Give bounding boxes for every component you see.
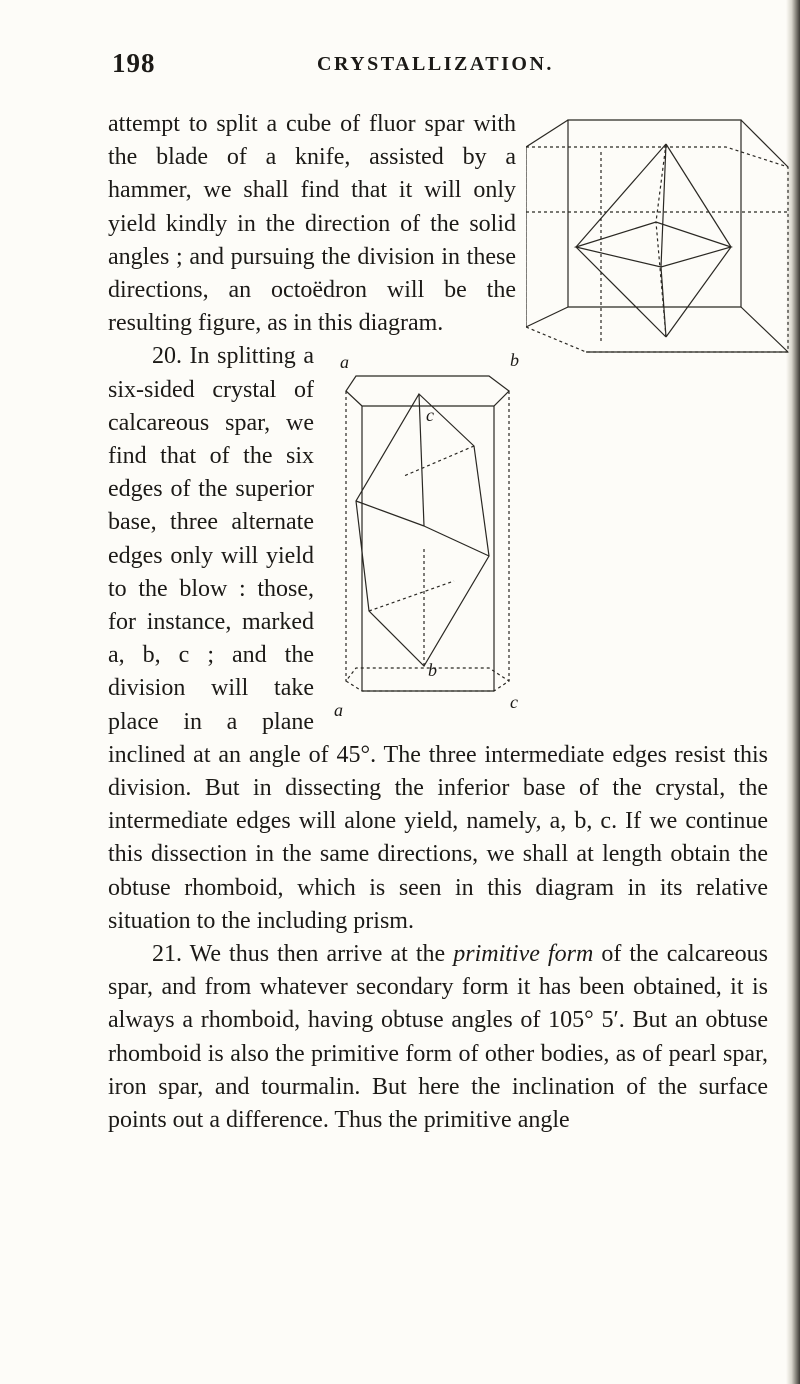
octoedron-in-cube-svg (526, 112, 796, 374)
page-header (112, 48, 752, 82)
label-top-b: b (510, 350, 519, 371)
label-bottom-a: a (334, 700, 343, 719)
paragraph-19-continued: attempt to split a cube of fluor spar with the blade of a knife, assisted by a hammer, we shall find that it will only yield kindly in the direction of the solid angles ; and pursuing the division in these directions, an octoëdron will be the resulting figure, as in this diagram. (108, 111, 516, 337)
paragraph-21-start: 21. We thus then arrive at the (152, 941, 454, 968)
paragraph-20: 20. In splitting a six-sided crystal of calcareous spar, we find that of the six edges of the superior base, three alternate edges only will yield to the blow : those, for instance, marked a, b, c ; and the division will take place in a plane inclined at an angle of 45°. The three intermediate edges resist this division. But in dissecting the inferior base of the crystal, the intermediate edges will alone yield, namely, a, b, c. If we continue this dissection in the same directions, we shall at length obtain the obtuse rhomboid, which is seen in this diagram in its relative situation to the including prism. (108, 343, 768, 934)
paragraph-21 (108, 938, 768, 1137)
rhomboid-outline (356, 394, 489, 666)
page-number: 198 (112, 48, 156, 78)
label-top-c: c (426, 405, 434, 426)
cube-front-face (526, 147, 788, 352)
rhomboid-in-prism-svg (324, 346, 524, 718)
paragraph-21-emphasis: primitive form (453, 941, 594, 968)
octahedron-equator (576, 222, 731, 267)
octoedron-in-cube-diagram (526, 112, 796, 374)
paragraph-21-end: of the calcareous spar, and from whatever secondary form it has been obtained, it is always a rhomboid, having obtuse angles of 105° 5′. But an obtuse rhomboid is also the primitive form of other bodies, as of pearl spar, iron spar, and tourmalin. But here the inclination of the surface points out a difference. Thus the primitive angle (108, 941, 769, 1134)
body-text (108, 108, 768, 1137)
running-head: CRYSTALLIZATION. (317, 53, 554, 75)
rhomboid-in-prism-diagram (324, 346, 524, 718)
label-bottom-b: b (428, 660, 437, 681)
label-top-a: a (340, 352, 349, 373)
label-bottom-c: c (510, 692, 518, 713)
cube-back-face (568, 120, 741, 307)
